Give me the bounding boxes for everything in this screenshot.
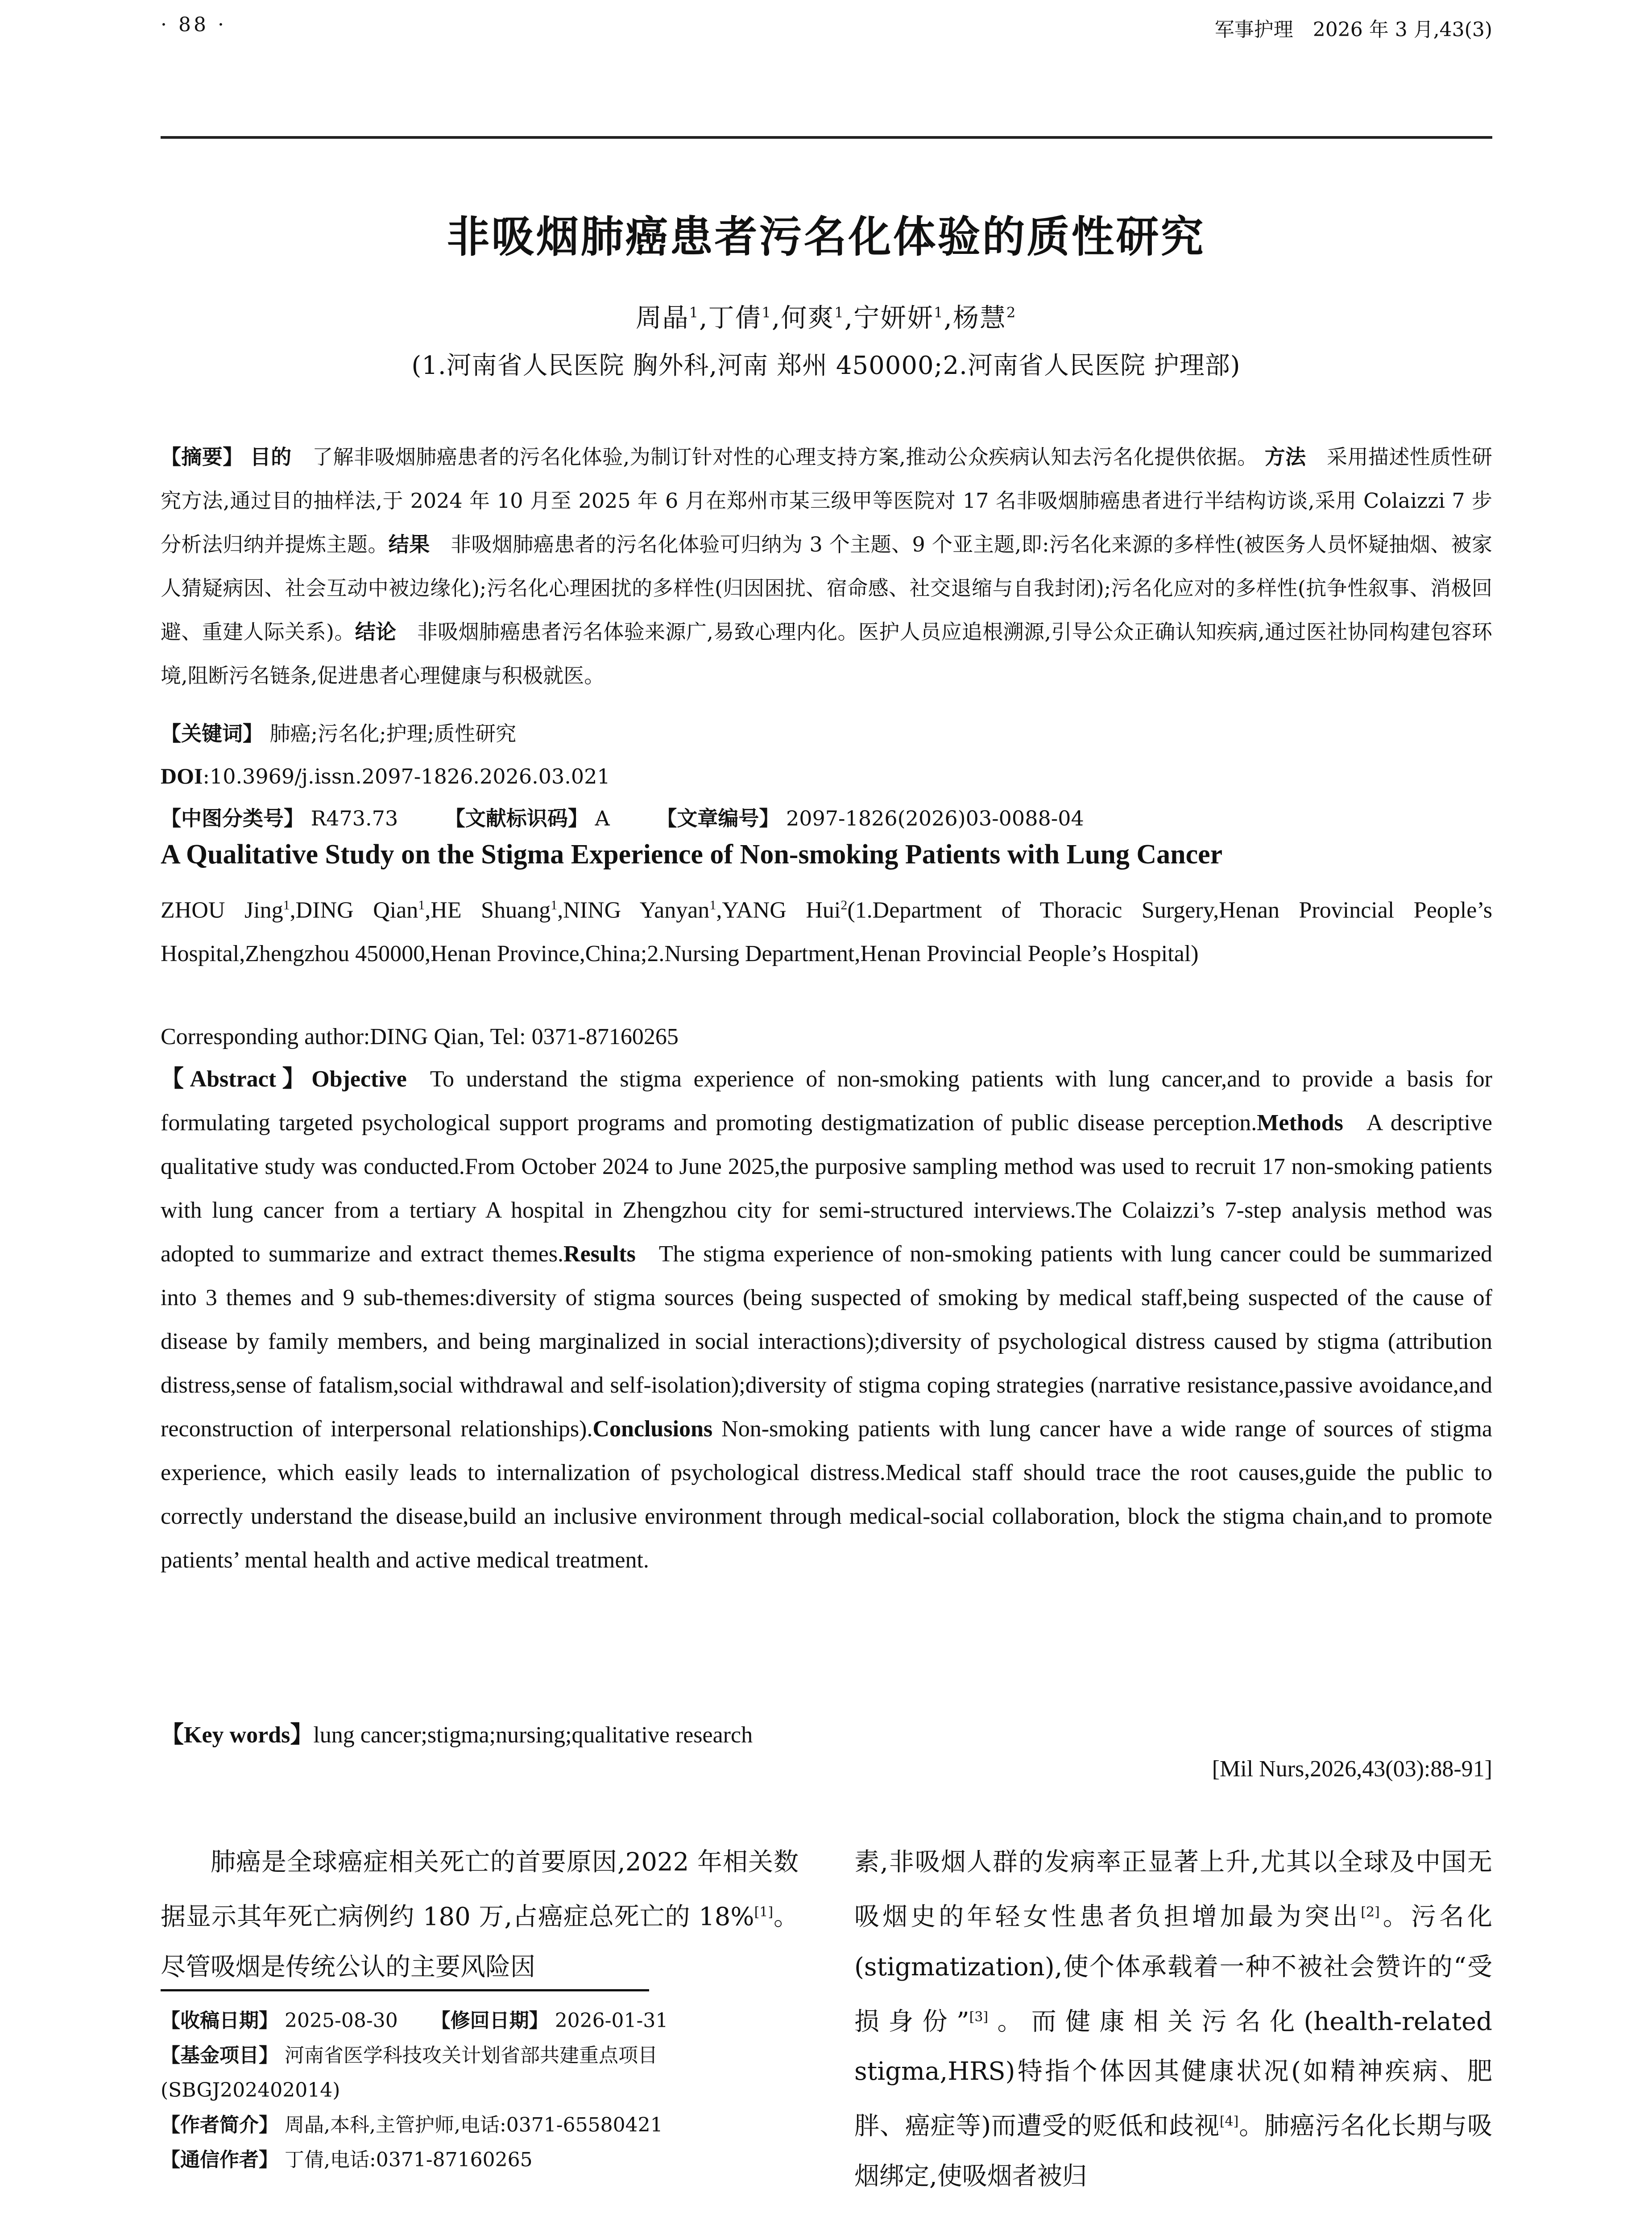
doi-link[interactable]: :10.3969/j.issn.2097-1826.2026.03.021 [203, 764, 610, 788]
english-keywords [161, 1713, 1492, 1757]
page-number: · 88 · [161, 13, 227, 36]
received-date: 2025-08-30 [285, 2009, 398, 2032]
footnote-dates [161, 2003, 799, 2038]
clc-label: 【中图分类号】 [161, 806, 304, 830]
abstract-label: 【摘要】 [161, 445, 244, 469]
footnote-corresponding [161, 2143, 799, 2177]
reference-link[interactable]: [3] [969, 2009, 989, 2025]
author: 宁妍妍 [853, 303, 934, 333]
author-affiliation-mark: 1 [762, 304, 772, 321]
footnote-fund [161, 2038, 799, 2108]
results-text: The stigma experience of non-smoking patients with lung cancer could be summarized into 3 themes and 9 sub-themes:diversity of stigma sources (being suspected of smoking by medical staff,being suspected of the cause of disease by family members, and being marginalized in social interactions);diversity of psychological distress caused by stigma (attribution distress,sense of fatalism,social withdrawal and self-isolation);diversity of stigma coping strategies (narrative resistance,passive avoidance,and reconstruction of interpersonal relationships). [161, 1241, 1492, 1442]
clc-value: R473.73 [311, 806, 398, 830]
methods-text: A descriptive qualitative study was conducted.From October 2024 to June 2025,the purposive sampling method was used to recruit 17 non-smoking patients with lung cancer from a tertiary A hospital in Zhengzhou city for semi-structured interviews.The Colaizzi’s 7-step analysis method was adopted to summarize and extract themes. [161, 1110, 1492, 1267]
corresponding-author: Corresponding author:DING Qian, Tel: 0371-87160265 [161, 1024, 679, 1049]
classification-line [161, 796, 1492, 840]
objective-text: To understand the stigma experience of non-smoking patients with lung cancer,and to provide a basis for formulating targeted psychological support programs and promoting destigmatization of public disease perception. [161, 1066, 1492, 1136]
methods-text: 采用描述性质性研究方法,通过目的抽样法,于 2024 年 10 月至 2025 年 6 月在郑州市某三级甲等医院对 17 名非吸烟肺癌患者进行半结构访谈,采用 Colaizzi 7 步分析法归纳并提炼主题。 [161, 445, 1493, 556]
author: YANG Hui [722, 897, 841, 923]
body-text: 素,非吸烟人群的发病率正显著上升,尤其以全球及中国无吸烟史的年轻女性患者负担增加最为突出 [854, 1848, 1492, 1932]
author: 何爽 [781, 303, 835, 333]
doc-code-label: 【文献标识码】 [444, 806, 588, 830]
revised-date: 2026-01-31 [555, 2009, 668, 2032]
corresponding-value: 丁倩,电话:0371-87160265 [285, 2148, 533, 2171]
revised-label: 【修回日期】 [431, 2009, 549, 2032]
keywords-label: 【Key words】 [161, 1722, 314, 1748]
reference-link[interactable]: [4] [1219, 2114, 1239, 2130]
author: 周晶 [635, 303, 689, 333]
english-authors: ZHOU Jing$^1$,DING Qian$^1$,HE Shuang$^1$,NING Yanyan$^1$,YANG Hui$^2$(1.Department of Thoracic Surgery,Henan Provincial People’s Hospital,Zhengzhou 450000,Henan Province,China;2.Nursing Department,Henan Provincial People’s Hospital) [161, 897, 1493, 967]
body-paragraph [854, 1837, 1492, 2202]
conclusion-text: 非吸烟肺癌患者污名体验来源广,易致心理内化。医护人员应追根溯源,引导公众正确认知疾病,通过医社协同构建包容环境,阻断污名链条,促进患者心理健康与积极就医。 [161, 620, 1492, 688]
author: 丁倩 [708, 303, 762, 333]
body-column-right [854, 1837, 1492, 2202]
conclusions-label: Conclusions [592, 1416, 713, 1442]
author-affiliation-mark: 2 [840, 898, 848, 912]
english-abstract [161, 1057, 1492, 1582]
methods-label: Methods [1257, 1110, 1343, 1136]
received-label: 【收稿日期】 [161, 2009, 278, 2032]
objective-label: 目的 [250, 445, 292, 469]
english-affiliation: (1.Department of Thoracic Surgery,Henan Provincial People’s Hospital,Zhengzhou 450000,Henan Province,China;2.Nursing Department,Henan Provincial People’s Hospital) [161, 897, 1493, 967]
doi-label: DOI [161, 763, 203, 788]
body-text: 。污名化(stigmatization),使个体承载着一种不被社会赞许的“受损身份” [854, 1902, 1493, 2036]
abstract-label: 【Abstract】 [161, 1066, 312, 1092]
keywords-value: lung cancer;stigma;nursing;qualitative research [313, 1722, 753, 1748]
body-text: 。尽管吸烟是传统公认的主要风险因 [161, 1902, 799, 1982]
results-label: 结果 [388, 532, 430, 556]
author-intro-value: 周晶,本科,主管护师,电话:0371-65580421 [285, 2114, 663, 2136]
conclusions-text: Non-smoking patients with lung cancer have a wide range of sources of stigma experience, which easily leads to internalization of psychological distress.Medical staff should trace the root causes,guide the public to correctly understand the disease,build an inclusive environment through medical-social collaboration, block the stigma chain,and to promote patients’ mental health and active medical treatment. [161, 1416, 1493, 1573]
body-text: 肺癌是全球癌症相关死亡的首要原因,2022 年相关数据显示其年死亡病例约 180 万,占癌症总死亡的 18% [161, 1848, 799, 1932]
fund-label: 【基金项目】 [161, 2044, 278, 2067]
journal-info: 军事护理 2026 年 3 月,43(3) [1214, 18, 1492, 41]
keywords-label: 【关键词】 [161, 722, 263, 746]
author-affiliation-mark: 1 [709, 898, 716, 912]
keywords-value: 肺癌;污名化;护理;质性研究 [269, 722, 517, 746]
conclusion-label: 结论 [355, 620, 397, 644]
chinese-abstract [161, 435, 1492, 697]
results-label: Results [563, 1241, 636, 1267]
author: ZHOU Jing [161, 897, 283, 923]
header-rule [161, 136, 1492, 139]
footnotes [161, 2003, 799, 2177]
author: DING Qian [295, 897, 418, 923]
corresponding-label: 【通信作者】 [161, 2148, 278, 2171]
author: NING Yanyan [563, 897, 710, 923]
footnote-rule [161, 1989, 649, 1991]
author-affiliation-mark: 1 [418, 898, 425, 912]
objective-text: 了解非吸烟肺癌患者的污名化体验,为制订针对性的心理支持方案,推动公众疾病认知去污名化提供依据。 [312, 445, 1258, 469]
reference-link[interactable]: [1] [754, 1904, 774, 1920]
body-text: 。而健康相关污名化(health-related stigma,HRS)特指个体因其健康状况(如精神疾病、肥胖、癌症等)而遭受的贬低和歧视 [854, 2007, 1492, 2141]
fund-value: 河南省医学科技攻关计划省部共建重点项目(SBGJ202402014) [161, 2044, 658, 2102]
author-affiliation-mark: 1 [551, 898, 558, 912]
objective-label: Objective [311, 1066, 407, 1092]
author-intro-label: 【作者简介】 [161, 2114, 278, 2136]
doc-code-value: A [595, 806, 610, 830]
reference-link[interactable]: [2] [1361, 1904, 1380, 1920]
citation: [Mil Nurs,2026,43(03):88-91] [1212, 1756, 1492, 1782]
running-header [161, 13, 1492, 40]
article-number-value: 2097-1826(2026)03-0088-04 [786, 806, 1084, 830]
article-title: 非吸烟肺癌患者污名化体验的质性研究 [447, 212, 1205, 262]
author-affiliation-mark: 2 [1006, 304, 1017, 321]
affiliation: (1.河南省人民医院 胸外科,河南 郑州 450000;2.河南省人民医院 护理部) [411, 351, 1241, 380]
body-paragraph [161, 1837, 799, 1992]
author-affiliation-mark: 1 [834, 304, 845, 321]
methods-label: 方法 [1264, 445, 1306, 469]
author-list: 周晶$^1$,丁倩$^1$,何爽$^1$,宁妍妍$^1$,杨慧$^2$ [635, 303, 1017, 333]
body-text: 。肺癌污名化长期与吸烟绑定,使吸烟者被归 [854, 2111, 1493, 2191]
author-affiliation-mark: 1 [689, 304, 700, 321]
footnote-author-intro [161, 2108, 799, 2143]
author: 杨慧 [952, 303, 1006, 333]
results-text: 非吸烟肺癌患者的污名化体验可归纳为 3 个主题、9 个亚主题,即:污名化来源的多样性(被医务人员怀疑抽烟、被家人猜疑病因、社会互动中被边缘化);污名化心理困扰的多样性(归因困扰、宿命感、社交退缩与自我封闭);污名化应对的多样性(抗争性叙事、消极回避、重建人际关系)。 [161, 532, 1493, 644]
english-title: A Qualitative Study on the Stigma Experience of Non-smoking Patients with Lung Cancer [161, 839, 1223, 870]
author-affiliation-mark: 1 [934, 304, 944, 321]
author: HE Shuang [431, 897, 551, 923]
author-affiliation-mark: 1 [283, 898, 290, 912]
keywords [161, 712, 1492, 755]
body-column-left [161, 1837, 799, 1992]
article-number-label: 【文章编号】 [656, 806, 780, 830]
doi [161, 754, 1492, 798]
